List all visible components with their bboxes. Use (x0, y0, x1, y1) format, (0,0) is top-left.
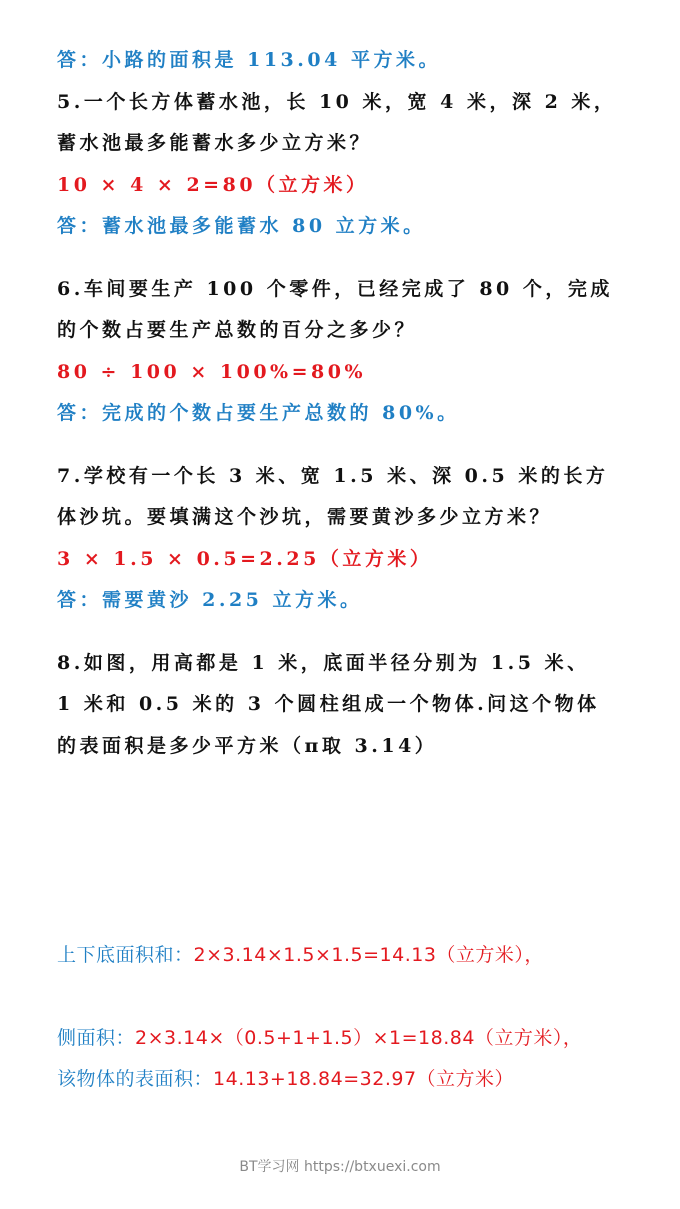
question-6-line-2: 的个数占要生产总数的百分之多少？ (57, 319, 418, 341)
calc-base-value: 2×3.14×1.5×1.5=14.13（立方米）， (193, 944, 544, 966)
answer-4: 答：小路的面积是 113.04 平方米。 (57, 49, 441, 71)
question-5-line-1: 5.一个长方体蓄水池，长 10 米，宽 4 米，深 2 米， (57, 91, 617, 113)
calc-side-area (57, 1025, 582, 1051)
question-5-line-2: 蓄水池最多能蓄水多少立方米？ (57, 132, 373, 154)
calc-total-label: 该物体的表面积： (57, 1068, 214, 1090)
calc-side-value: 2×3.14×（0.5+1+1.5）×1=18.84（立方米）， (135, 1027, 583, 1049)
answer-6: 答：完成的个数占要生产总数的 80%。 (57, 402, 460, 424)
question-6-line-1: 6.车间要生产 100 个零件，已经完成了 80 个，完成 (57, 278, 613, 300)
question-8-line-2: 1 米和 0.5 米的 3 个圆柱组成一个物体.问这个物体 (57, 693, 600, 715)
question-7-line-2: 体沙坑。要填满这个沙坑，需要黄沙多少立方米？ (57, 506, 553, 528)
calculation-5: 10 × 4 × 2=80（立方米） (57, 174, 369, 196)
calculation-7: 3 × 1.5 × 0.5=2.25（立方米） (57, 548, 433, 570)
calc-total-value: 14.13+18.84=32.97（立方米） (213, 1068, 515, 1090)
calc-base-area (57, 942, 544, 968)
calc-side-label: 侧面积： (57, 1027, 136, 1049)
question-7-line-1: 7.学校有一个长 3 米、宽 1.5 米、深 0.5 米的长方 (57, 465, 609, 487)
answer-7: 答：需要黄沙 2.25 立方米。 (57, 589, 363, 611)
calc-total-area (57, 1066, 514, 1092)
calculation-6: 80 ÷ 100 × 100%=80% (57, 361, 367, 383)
question-8-line-3: 的表面积是多少平方米（π取 3.14） (57, 735, 438, 757)
answer-5: 答：蓄水池最多能蓄水 80 立方米。 (57, 215, 426, 237)
calc-base-label: 上下底面积和： (57, 944, 194, 966)
question-8-line-1: 8.如图，用高都是 1 米，底面半径分别为 1.5 米、 (57, 652, 590, 674)
footer-watermark: BT学习网 https://btxuexi.com (239, 1159, 441, 1175)
